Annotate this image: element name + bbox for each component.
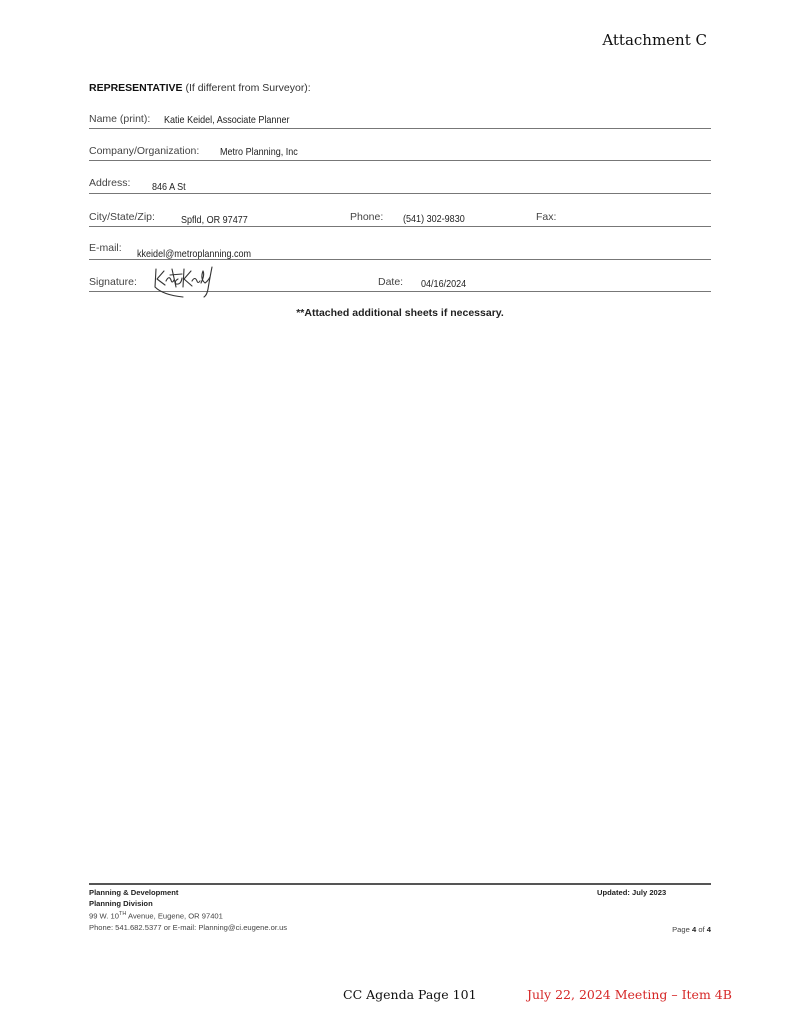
attachment-label: Attachment C — [602, 31, 707, 49]
footer-address: 99 W. 10TH Avenue, Eugene, OR 97401 — [89, 911, 223, 921]
footer-page-number: Page 4 of 4 — [672, 925, 711, 934]
city-field[interactable]: Spfld, OR 97477 — [181, 214, 248, 226]
email-field[interactable]: kkeidel@metroplanning.com — [137, 248, 252, 260]
company-field[interactable]: Metro Planning, Inc — [220, 146, 298, 158]
email-row — [89, 237, 711, 260]
signature-label: Signature: — [89, 276, 137, 288]
address-row — [89, 171, 711, 194]
company-row — [89, 138, 711, 161]
additional-sheets-note: **Attached additional sheets if necessary. — [296, 307, 504, 319]
handwritten-signature — [152, 265, 222, 301]
footer-division: Planning Division — [89, 899, 153, 908]
footer-dept: Planning & Development — [89, 888, 179, 897]
phone-field[interactable]: (541) 302-9830 — [403, 213, 465, 225]
representative-heading-bold: REPRESENTATIVE — [89, 82, 183, 94]
address-field[interactable]: 846 A St — [152, 181, 186, 193]
name-label: Name (print): — [89, 113, 151, 125]
fax-label: Fax: — [536, 211, 557, 223]
date-label: Date: — [378, 276, 404, 288]
footer-updated: Updated: July 2023 — [597, 888, 667, 897]
phone-label: Phone: — [350, 211, 384, 223]
email-label: E-mail: — [89, 242, 122, 254]
meeting-item-label: July 22, 2024 Meeting – Item 4B — [527, 987, 732, 1002]
footer-phone-email: Phone: 541.682.5377 or E-mail: Planning@ci.eugene.or.us — [89, 922, 288, 932]
name-field[interactable]: Katie Keidel, Associate Planner — [164, 114, 290, 126]
representative-heading-note: (If different from Surveyor): — [182, 82, 311, 94]
cc-agenda-page: CC Agenda Page 101 — [343, 987, 477, 1002]
name-row — [89, 106, 711, 129]
city-label: City/State/Zip: — [89, 211, 155, 223]
footer-rule — [89, 883, 711, 885]
footer-contact-block — [89, 887, 287, 933]
address-label: Address: — [89, 177, 131, 189]
date-field[interactable]: 04/16/2024 — [421, 278, 467, 290]
representative-heading — [89, 82, 311, 94]
city-phone-row — [89, 204, 711, 227]
company-label: Company/Organization: — [89, 145, 200, 157]
